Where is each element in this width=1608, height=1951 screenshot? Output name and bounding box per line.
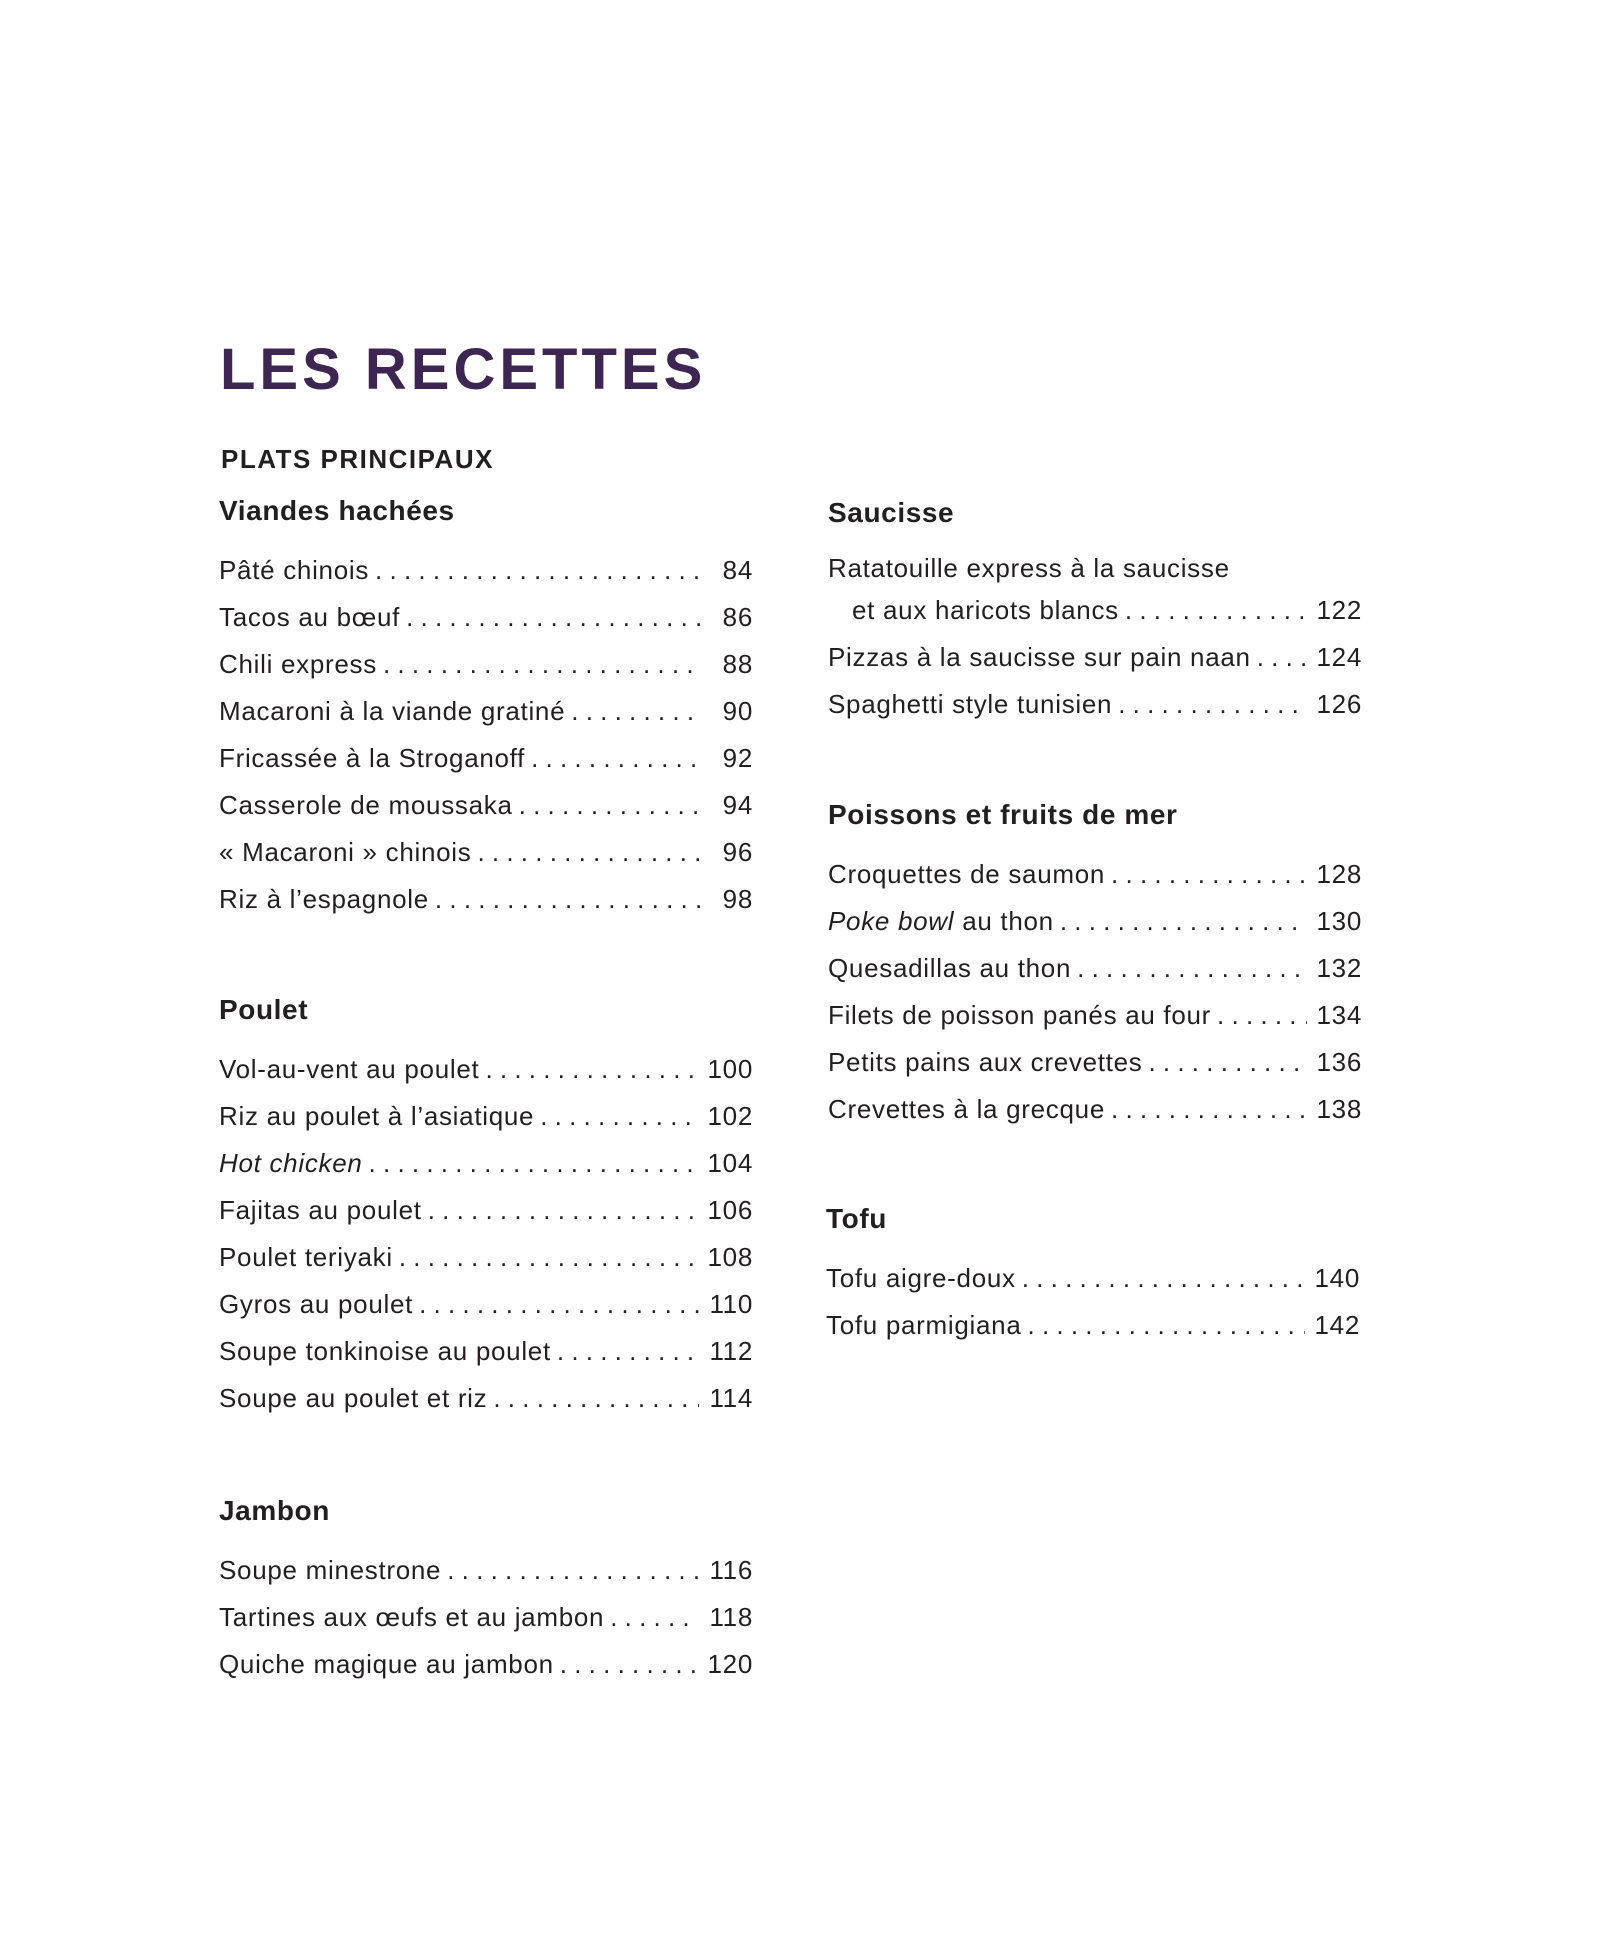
toc-entry[interactable]: Riz à l’espagnole . . . 98 — [219, 876, 753, 923]
dot-leader — [1111, 1086, 1307, 1133]
toc-entry[interactable]: Macaroni à la viande gratiné . . . 90 — [219, 688, 753, 735]
toc-entry[interactable]: Tacos au bœuf . . . 86 — [219, 594, 753, 641]
page-number: 102 — [707, 1101, 753, 1131]
dot-leader — [428, 1187, 698, 1234]
page-number: 104 — [707, 1148, 753, 1178]
dot-leader — [493, 1375, 699, 1422]
toc-entry[interactable]: Tofu parmigiana . . . 142 — [826, 1302, 1360, 1349]
toc-entry[interactable]: Vol-au-vent au poulet . . . 100 — [219, 1046, 753, 1093]
group-poulet — [219, 990, 753, 1422]
page-number: 94 — [722, 790, 753, 820]
toc-entry[interactable]: Gyros au poulet . . . 110 — [219, 1281, 753, 1328]
dot-leader — [571, 688, 703, 735]
toc-entry[interactable]: Chili express . . . 88 — [219, 641, 753, 688]
dot-leader — [560, 1641, 698, 1688]
toc-entry[interactable]: Petits pains aux crevettes . . . 136 — [828, 1039, 1362, 1086]
dot-leader — [1148, 1039, 1306, 1086]
page-number: 108 — [707, 1242, 753, 1272]
dot-leader — [557, 1328, 700, 1375]
toc-entry[interactable]: Pâté chinois . . . 84 — [219, 547, 753, 594]
toc-entry[interactable]: Soupe tonkinoise au poulet . . . 112 — [219, 1328, 753, 1375]
toc-entry[interactable]: Croquettes de saumon . . . 128 — [828, 851, 1362, 898]
dot-leader — [1022, 1255, 1305, 1302]
page-title: LES RECETTES — [220, 337, 707, 402]
group-title: Viandes hachées — [219, 495, 455, 526]
toc-entry[interactable]: Hot chicken . . . 104 — [219, 1140, 753, 1187]
toc-entry[interactable]: Crevettes à la grecque . . . 138 — [828, 1086, 1362, 1133]
toc-entry[interactable]: Pizzas à la saucisse sur pain naan . . . 124 — [828, 634, 1362, 681]
toc-entry[interactable]: Quesadillas au thon . . . 132 — [828, 945, 1362, 992]
dot-leader — [383, 641, 703, 688]
toc-entry[interactable]: Poulet teriyaki . . . 108 — [219, 1234, 753, 1281]
toc-entry[interactable]: Tofu aigre-doux . . . 140 — [826, 1255, 1360, 1302]
page-number: 130 — [1316, 906, 1362, 936]
group-poissons — [828, 795, 1362, 1133]
group-saucisse — [828, 493, 1362, 728]
dot-leader — [1028, 1302, 1305, 1349]
dot-leader — [1257, 634, 1307, 681]
toc-entry[interactable]: « Macaroni » chinois . . . 96 — [219, 829, 753, 876]
dot-leader — [435, 876, 703, 923]
dot-leader — [447, 1547, 699, 1594]
toc-entry[interactable]: Filets de poisson panés au four . . . 134 — [828, 992, 1362, 1039]
dot-leader — [1125, 587, 1307, 634]
page-number: 100 — [707, 1054, 753, 1084]
group-title: Saucisse — [828, 497, 955, 528]
toc-entry[interactable]: Soupe minestrone . . . 116 — [219, 1547, 753, 1594]
page-number: 132 — [1316, 953, 1362, 983]
dot-leader — [519, 782, 703, 829]
page-number: 128 — [1316, 859, 1362, 889]
page-number: 118 — [709, 1602, 753, 1632]
page-number: 106 — [707, 1195, 753, 1225]
page-number: 112 — [709, 1336, 753, 1366]
page-number: 120 — [707, 1649, 753, 1679]
page-number: 140 — [1314, 1263, 1360, 1293]
entry-name-line1: Ratatouille express à la saucisse — [828, 553, 1230, 583]
group-viandes-hachees — [219, 491, 753, 923]
page-number: 122 — [1316, 595, 1362, 625]
dot-leader — [1077, 945, 1306, 992]
page-number: 96 — [722, 837, 753, 867]
toc-entry[interactable]: Tartines aux œufs et au jambon . . . 118 — [219, 1594, 753, 1641]
toc-entry[interactable]: Casserole de moussaka . . . 94 — [219, 782, 753, 829]
dot-leader — [1060, 898, 1307, 945]
dot-leader — [540, 1093, 697, 1140]
dot-leader — [1217, 992, 1306, 1039]
page-number: 84 — [722, 555, 753, 585]
group-title: Poissons et fruits de mer — [828, 799, 1178, 830]
toc-entry[interactable]: Soupe au poulet et riz . . . 114 — [219, 1375, 753, 1422]
dot-leader — [610, 1594, 699, 1641]
group-title: Poulet — [219, 994, 309, 1025]
toc-entry[interactable]: Spaghetti style tunisien . . . 126 — [828, 681, 1362, 728]
toc-entry[interactable]: Fajitas au poulet . . . 106 — [219, 1187, 753, 1234]
page-number: 90 — [722, 696, 753, 726]
toc-entry[interactable]: Ratatouille express à la saucisse et aux haricots blancs . . . 122 — [828, 549, 1362, 634]
page-number: 134 — [1316, 1000, 1362, 1030]
page-number: 124 — [1316, 642, 1362, 672]
dot-leader — [485, 1046, 697, 1093]
page-number: 116 — [709, 1555, 753, 1585]
dot-leader — [419, 1281, 699, 1328]
page-number: 98 — [722, 884, 753, 914]
group-tofu — [826, 1199, 1360, 1349]
dot-leader — [375, 547, 703, 594]
dot-leader — [531, 735, 703, 782]
group-jambon — [219, 1491, 753, 1688]
dot-leader — [1118, 681, 1306, 728]
page-number: 126 — [1316, 689, 1362, 719]
page-number: 142 — [1314, 1310, 1360, 1340]
dot-leader — [369, 1140, 698, 1187]
page-number: 110 — [709, 1289, 753, 1319]
dot-leader — [406, 594, 703, 641]
toc-entry[interactable]: Riz au poulet à l’asiatique . . . 102 — [219, 1093, 753, 1140]
page-number: 88 — [722, 649, 753, 679]
page-number: 86 — [722, 602, 753, 632]
dot-leader — [477, 829, 703, 876]
toc-entry[interactable]: Quiche magique au jambon . . . 120 — [219, 1641, 753, 1688]
group-title: Tofu — [826, 1203, 887, 1234]
section-title: PLATS PRINCIPAUX — [221, 444, 494, 474]
dot-leader — [1111, 851, 1306, 898]
toc-entry[interactable]: Fricassée à la Stroganoff . . . 92 — [219, 735, 753, 782]
page-number: 138 — [1316, 1094, 1362, 1124]
page-number: 92 — [722, 743, 753, 773]
group-title: Jambon — [219, 1495, 330, 1526]
page-number: 136 — [1316, 1047, 1362, 1077]
dot-leader — [399, 1234, 698, 1281]
toc-entry[interactable]: Poke bowl au thon . . . 130 — [828, 898, 1362, 945]
page-number: 114 — [709, 1383, 753, 1413]
